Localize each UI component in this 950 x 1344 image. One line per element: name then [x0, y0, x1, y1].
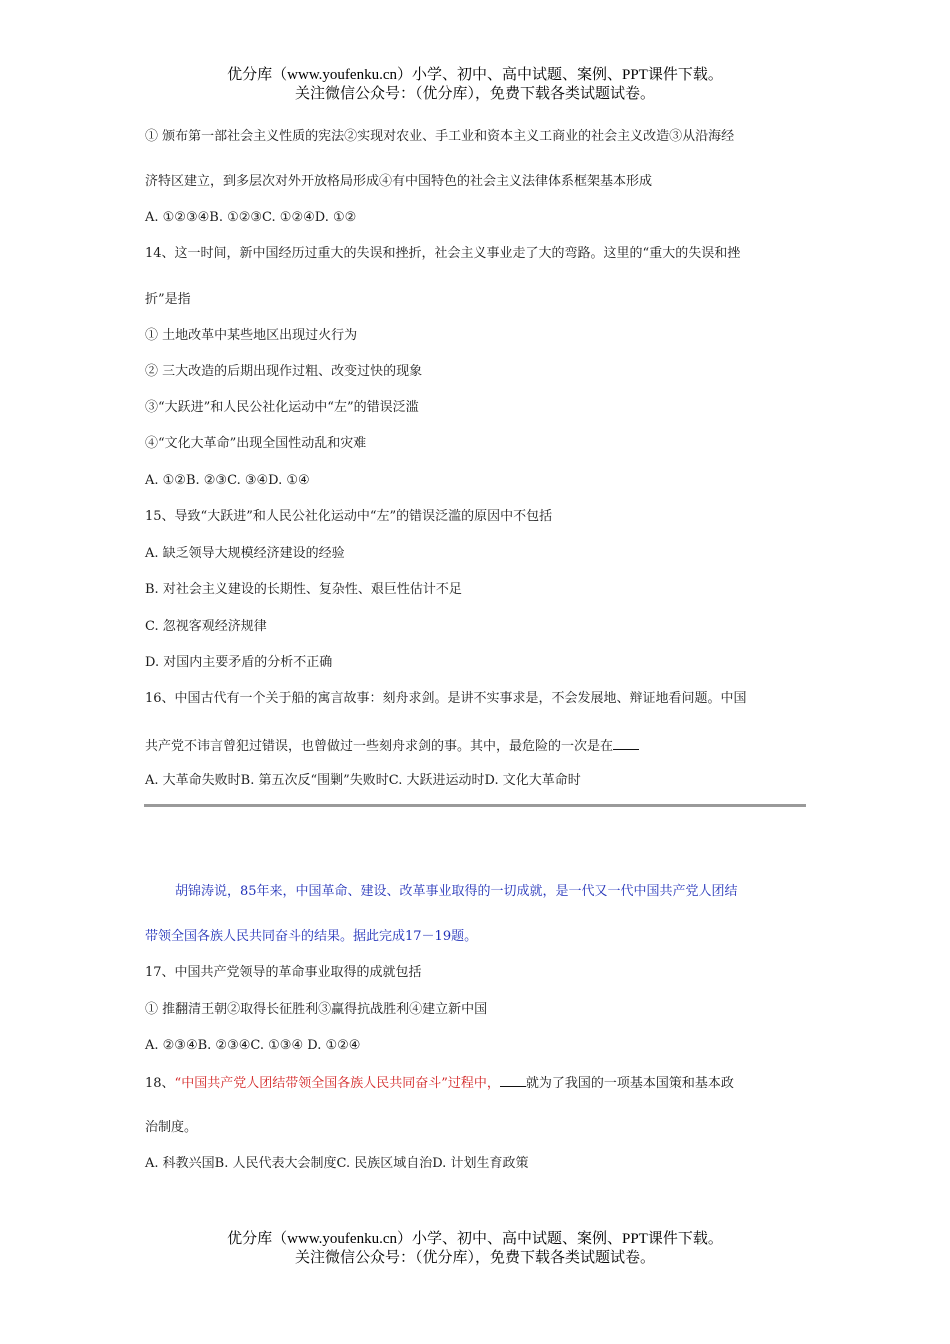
q16-options: A. 大革命失败时B. 第五次反“围剿”失败时C. 大跃进运动时D. 文化大革命时: [145, 773, 581, 788]
q18-stem-rest: 就为了我国的一项基本国策和基本政: [525, 1076, 734, 1091]
q15-option-a: A. 缺乏领导大规模经济建设的经验: [145, 546, 345, 561]
passage-line-1: 胡锦涛说，85年来，中国革命、建设、改革事业取得的一切成就，是一代又一代中国共产党人团结: [175, 884, 738, 899]
passage-line-2: 带领全国各族人民共同奋斗的结果。据此完成17－19题。: [145, 929, 478, 944]
q15-option-b: B. 对社会主义建设的长期性、复杂性、艰巨性估计不足: [145, 582, 462, 597]
q18-options: A. 科教兴国B. 人民代表大会制度C. 民族区域自治D. 计划生育政策: [145, 1156, 529, 1171]
q14-item-1: ① 土地改革中某些地区出现过火行为: [145, 328, 358, 343]
q18-number: 18、: [145, 1076, 175, 1091]
q14-options: A. ①②B. ②③C. ③④D. ①④: [145, 473, 310, 488]
q17-items: ① 推翻清王朝②取得长征胜利③赢得抗战胜利④建立新中国: [145, 1002, 488, 1017]
section-divider: [144, 804, 806, 807]
q14-item-2: ② 三大改造的后期出现作过粗、改变过快的现象: [145, 364, 423, 379]
q18-stem-line-2: 治制度。: [145, 1120, 198, 1135]
footer-line-1: 优分库（www.youfenku.cn）小学、初中、高中试题、案例、PPT课件下载。: [227, 1231, 723, 1247]
q17-options: A. ②③④B. ②③④C. ①③④ D. ①②④: [145, 1038, 361, 1053]
q13-items-line-2: 济特区建立，到多层次对外开放格局形成④有中国特色的社会主义法律体系框架基本形成: [145, 174, 653, 189]
q14-stem-line-2: 折”是指: [145, 292, 191, 307]
q15-option-d: D. 对国内主要矛盾的分析不正确: [145, 655, 333, 670]
q15-option-c: C. 忽视客观经济规律: [145, 619, 267, 634]
q16-stem-text: 共产党不讳言曾犯过错误，也曾做过一些刻舟求剑的事。其中，最危险的一次是在: [145, 739, 614, 754]
q13-options: A. ①②③④B. ①②③C. ①②④D. ①②: [145, 210, 357, 225]
q14-stem-line-1: 14、这一时间，新中国经历过重大的失误和挫折，社会主义事业走了大的弯路。这里的“重大的失误和挫: [145, 246, 741, 261]
q16-stem-line-1: 16、中国古代有一个关于船的寓言故事：刻舟求剑。是讲不实事求是，不会发展地、辩证地看问题。中国: [145, 691, 747, 706]
page-header: [0, 66, 950, 104]
q14-item-4: ④“文化大革命”出现全国性动乱和灾难: [145, 436, 367, 451]
answer-blank: [613, 737, 639, 750]
q16-stem-line-2: [145, 737, 639, 755]
answer-blank: [500, 1074, 526, 1087]
q15-stem: 15、导致“大跃进”和人民公社化运动中“左”的错误泛滥的原因中不包括: [145, 509, 553, 524]
header-line-2: 关注微信公众号：（优分库），免费下载各类试题试卷。: [294, 86, 655, 102]
q17-stem: 17、中国共产党领导的革命事业取得的成就包括: [145, 965, 422, 980]
q14-item-3: ③“大跃进”和人民公社化运动中“左”的错误泛滥: [145, 400, 419, 415]
q13-items-line-1: ① 颁布第一部社会主义性质的宪法②实现对农业、手工业和资本主义工商业的社会主义改造③从沿海经: [145, 129, 735, 144]
q18-quote: “中国共产党人团结带领全国各族人民共同奋斗”过程中，: [174, 1076, 500, 1091]
q18-stem-line-1: [145, 1074, 734, 1092]
header-line-1: 优分库（www.youfenku.cn）小学、初中、高中试题、案例、PPT课件下载。: [227, 67, 723, 83]
footer-line-2: 关注微信公众号：（优分库），免费下载各类试题试卷。: [294, 1250, 655, 1266]
page-footer: [0, 1230, 950, 1268]
